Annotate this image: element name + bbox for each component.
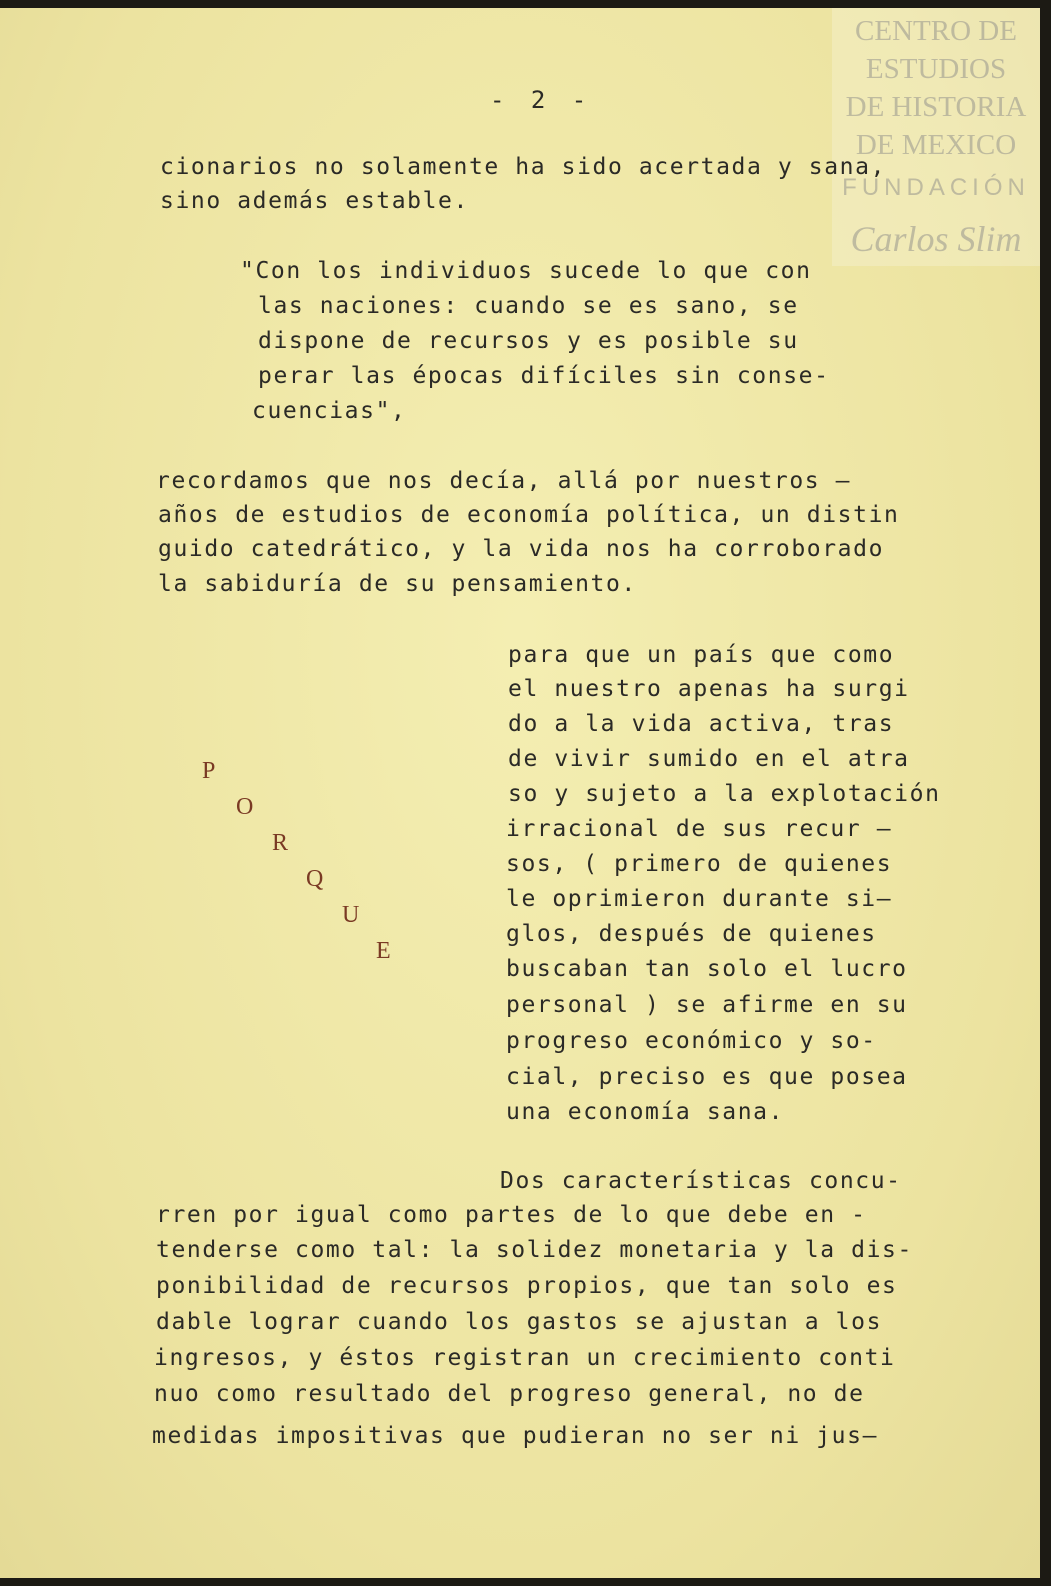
- text-line: personal ) se afirme en su: [506, 992, 908, 1018]
- text-line: "Con los individuos sucede lo que con: [240, 258, 812, 284]
- watermark-line: DE HISTORIA: [845, 91, 1027, 123]
- watermark-line: ESTUDIOS: [865, 53, 1007, 85]
- watermark-foundation: FUNDACIÓN: [842, 174, 1030, 201]
- text-line: do a la vida activa, tras: [508, 711, 895, 737]
- archive-watermark: [832, 8, 1040, 266]
- text-line: buscaban tan solo el lucro: [506, 956, 908, 982]
- text-line: nuo como resultado del progreso general, no de: [154, 1381, 865, 1407]
- text-line: dispone de recursos y es posible su: [258, 328, 799, 354]
- text-line: medidas impositivas que pudieran no ser ni jus—: [152, 1423, 879, 1449]
- text-line: de vivir sumido en el atra: [508, 746, 910, 772]
- text-line: años de estudios de economía política, un distin: [158, 502, 900, 528]
- text-line: so y sujeto a la explotación: [508, 781, 941, 807]
- text-line: recordamos que nos decía, allá por nuestros —: [156, 468, 852, 494]
- text-line: cuencias",: [252, 398, 407, 424]
- text-line: progreso económico y so-: [506, 1028, 877, 1054]
- porque-letter: U: [342, 902, 360, 928]
- text-line: glos, después de quienes: [506, 921, 877, 947]
- watermark-line: CENTRO DE: [855, 15, 1017, 47]
- text-line: el nuestro apenas ha surgi: [508, 676, 910, 702]
- text-line: sos, ( primero de quienes: [506, 851, 893, 877]
- text-line: Dos características concu-: [500, 1168, 902, 1194]
- text-line: ponibilidad de recursos propios, que tan solo es: [156, 1273, 898, 1299]
- text-line: irracional de sus recur —: [506, 816, 893, 842]
- porque-letter: Q: [306, 866, 324, 892]
- text-line: perar las épocas difíciles sin conse-: [258, 363, 830, 389]
- text-line: guido catedrático, y la vida nos ha corroborado: [158, 536, 885, 562]
- porque-letter: R: [272, 830, 289, 856]
- watermark-signature: Carlos Slim: [850, 219, 1022, 259]
- watermark-line: DE MEXICO: [855, 129, 1017, 161]
- text-line: cial, preciso es que posea: [506, 1064, 908, 1090]
- text-line: para que un país que como: [508, 642, 895, 668]
- text-line: la sabiduría de su pensamiento.: [158, 571, 637, 597]
- porque-letter: P: [202, 758, 216, 784]
- text-line: sino además estable.: [160, 188, 469, 214]
- text-line: dable lograr cuando los gastos se ajustan a los: [156, 1309, 883, 1335]
- document-page: [0, 8, 1040, 1578]
- text-line: le oprimieron durante si—: [506, 886, 893, 912]
- text-line: tenderse como tal: la solidez monetaria y la dis-: [156, 1237, 913, 1263]
- porque-letter: O: [236, 794, 254, 820]
- porque-letter: E: [376, 938, 391, 964]
- text-line: las naciones: cuando se es sano, se: [258, 293, 799, 319]
- text-line: una economía sana.: [506, 1099, 785, 1125]
- text-line: ingresos, y éstos registran un crecimiento conti: [154, 1345, 896, 1371]
- text-line: cionarios no solamente ha sido acertada y sana,: [160, 154, 887, 180]
- page-number: - 2 -: [490, 86, 593, 114]
- text-line: rren por igual como partes de lo que debe en -: [156, 1202, 867, 1228]
